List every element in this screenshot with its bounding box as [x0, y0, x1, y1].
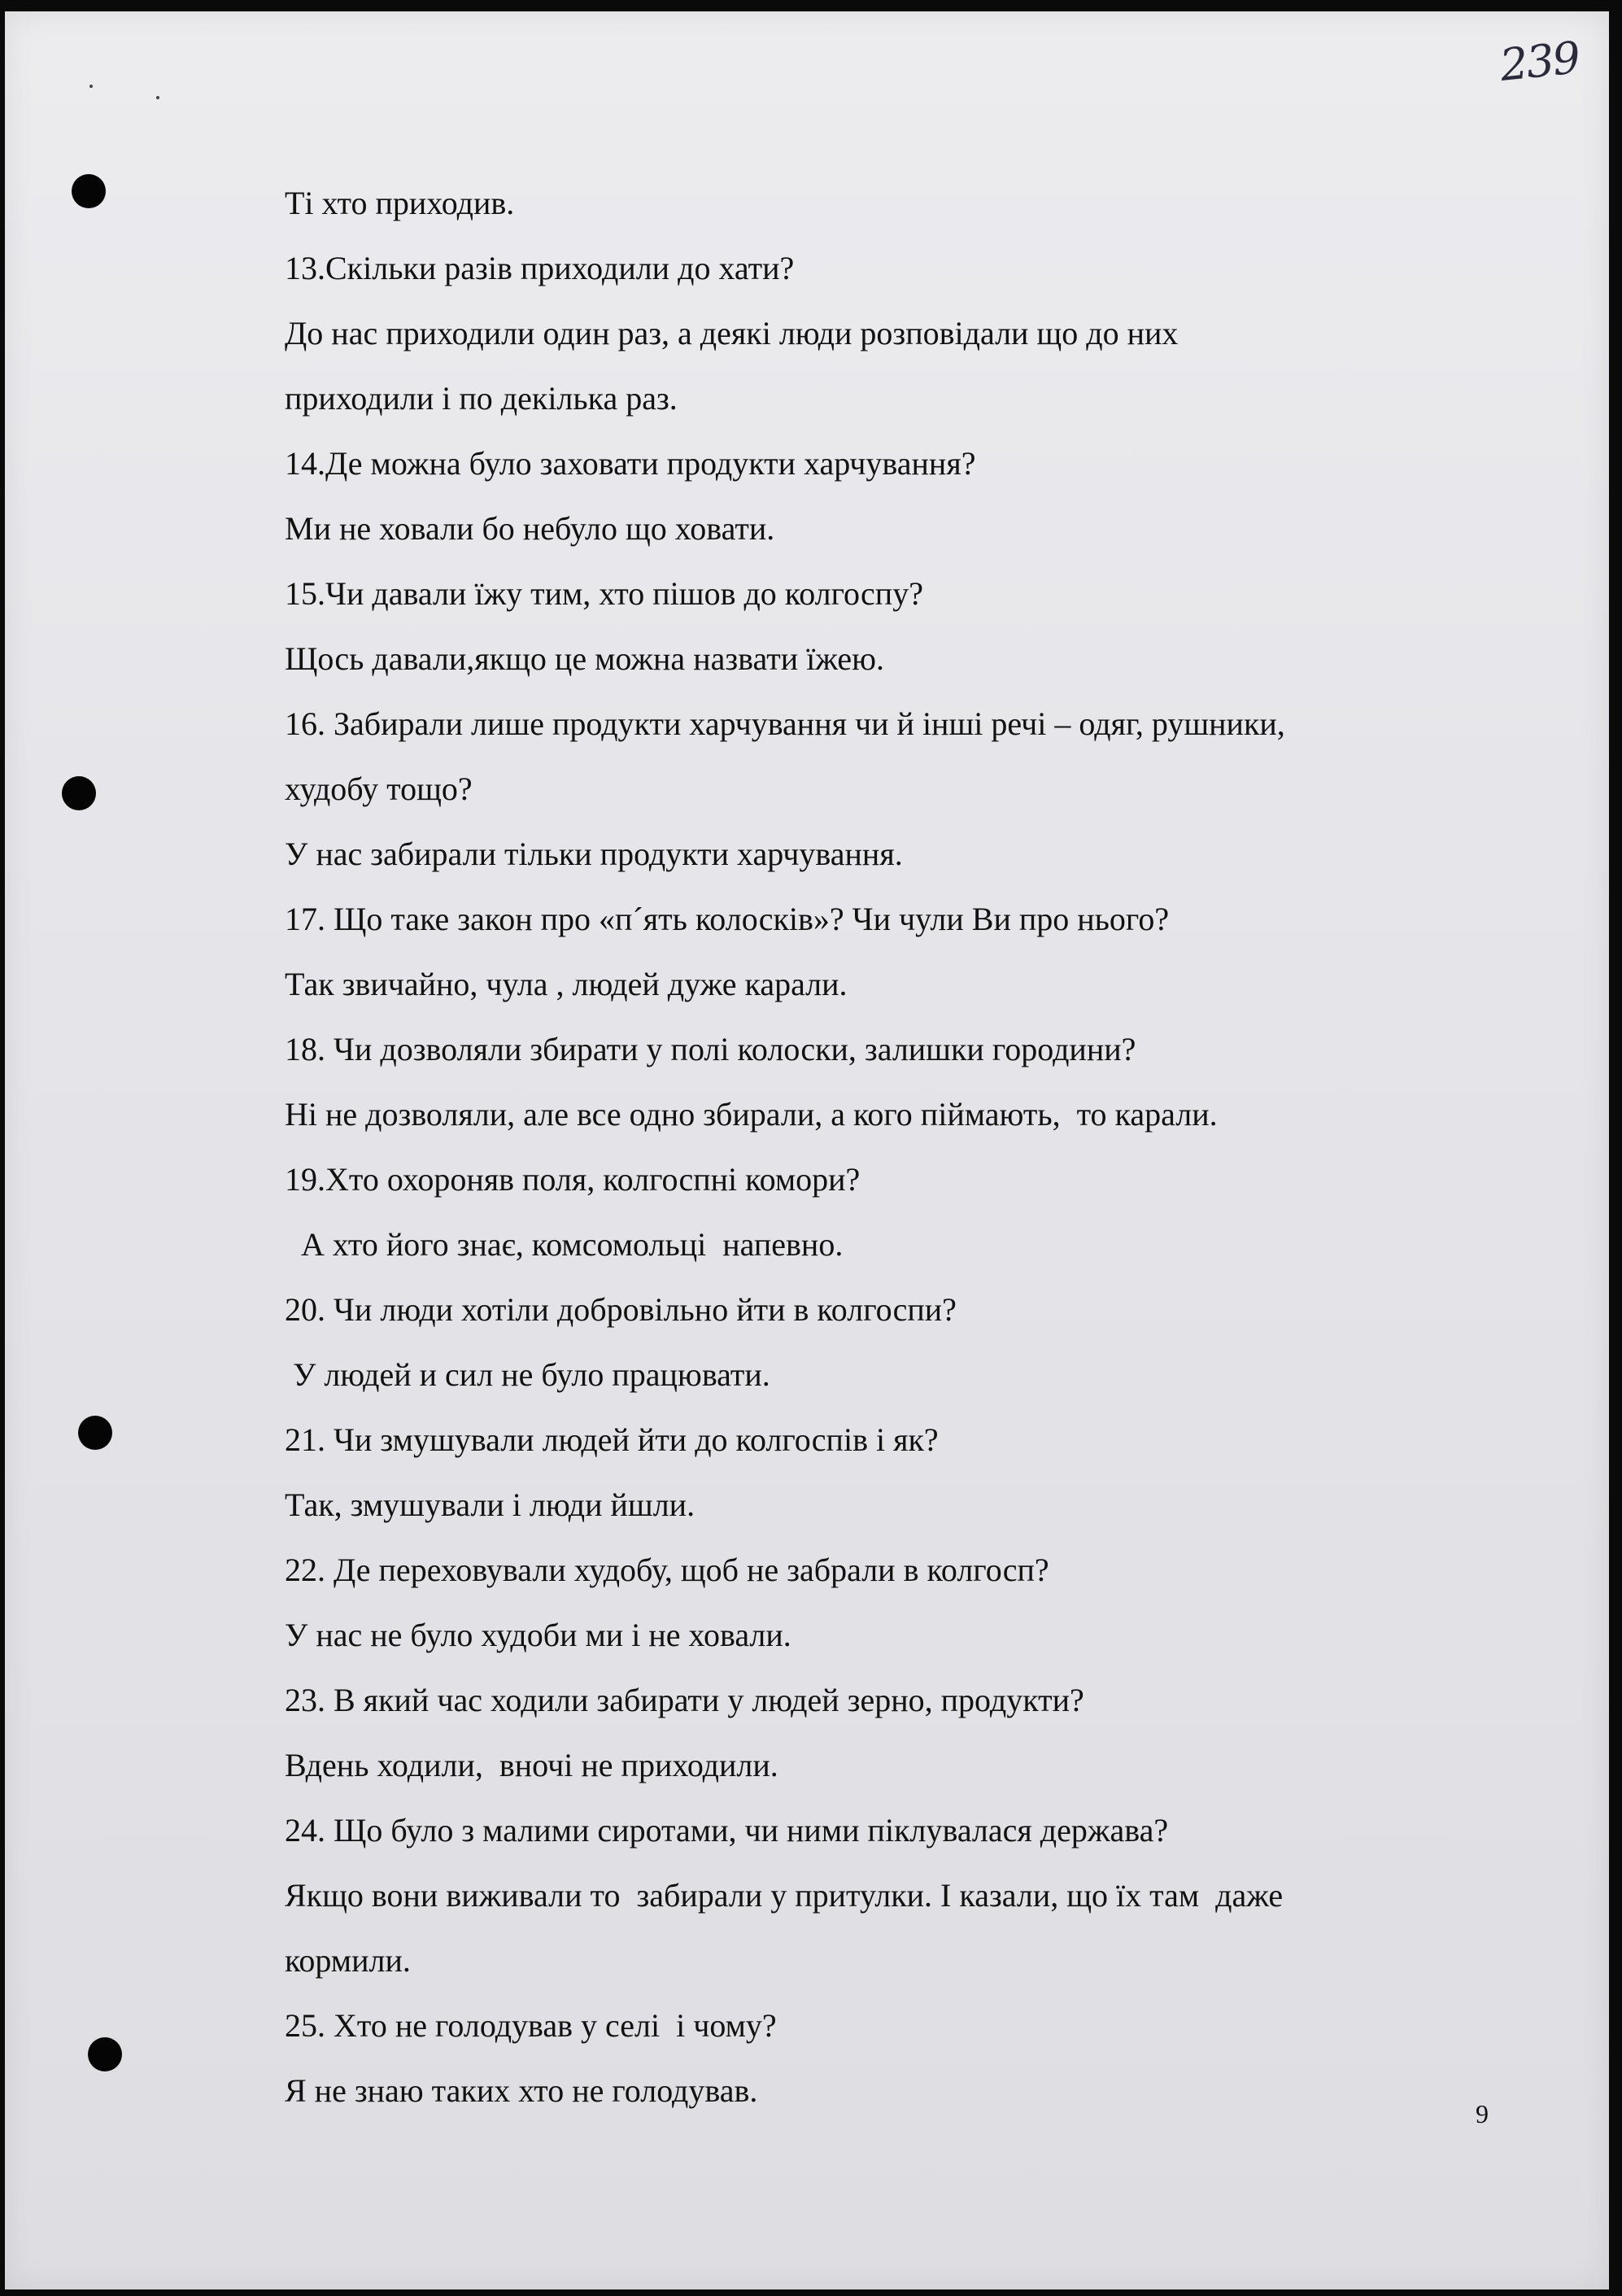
punch-hole — [62, 776, 96, 810]
punch-hole — [78, 1416, 112, 1450]
answer-line: Так, змушували і люди йшли. — [285, 1486, 695, 1523]
question-line: 18. Чи дозволяли збирати у полі колоски, залишки городини? — [285, 1031, 1136, 1067]
answer-line: Ні не дозволяли, але все одно збирали, а кого піймають, то карали. — [285, 1096, 1218, 1133]
answer-line: Ми не ховали бо небуло що ховати. — [285, 510, 775, 547]
archive-page-number: 239 — [1497, 32, 1582, 91]
question-line: 19.Хто охороняв поля, колгоспні комори? — [285, 1161, 861, 1198]
answer-line: У нас не було худоби ми і не ховали. — [285, 1617, 791, 1653]
question-line: 13.Скільки разів приходили до хати? — [285, 250, 795, 286]
question-line: 20. Чи люди хотіли добровільно йти в колгоспи? — [285, 1291, 957, 1328]
answer-line: Так звичайно, чула , людей дуже карали. — [285, 966, 848, 1002]
answer-line: У людей и сил не було працювати. — [285, 1356, 770, 1393]
scan-speck — [89, 85, 93, 88]
question-line: 25. Хто не голодував у селі і чому? — [285, 2007, 777, 2044]
answer-line: Щось давали,якщо це можна назвати їжею. — [285, 640, 884, 677]
answer-line: До нас приходили один раз, а деякі люди розповідали що до них — [285, 315, 1179, 351]
question-line: 14.Де можна було заховати продукти харчування? — [285, 445, 976, 482]
document-page — [5, 11, 1609, 2289]
question-line: 24. Що було з малими сиротами, чи ними піклувалася держава? — [285, 1812, 1169, 1849]
scan-speck — [156, 96, 159, 99]
text-line: Ті хто приходив. — [285, 185, 515, 221]
punch-hole — [88, 2037, 122, 2071]
answer-line: приходили і по декілька раз. — [285, 380, 678, 417]
answer-line: Якщо вони виживали то забирали у притулки. І казали, що їх там даже — [285, 1877, 1284, 1914]
question-line: 17. Що таке закон про «п´ять колосків»? Чи чули Ви про нього? — [285, 901, 1170, 937]
question-line: худобу тощо? — [285, 770, 473, 807]
answer-line: кормили. — [285, 1942, 411, 1979]
page-number: 9 — [1476, 2099, 1489, 2128]
punch-hole — [72, 174, 106, 208]
question-line: 22. Де переховували худобу, щоб не забрали в колгосп? — [285, 1552, 1049, 1588]
question-line: 21. Чи змушували людей йти до колгоспів і як? — [285, 1421, 939, 1458]
question-line: 15.Чи давали їжу тим, хто пішов до колгоспу? — [285, 575, 923, 612]
answer-line: Вдень ходили, вночі не приходили. — [285, 1747, 778, 1783]
answer-line: Я не знаю таких хто не голодував. — [285, 2072, 758, 2109]
question-line: 23. В який час ходили забирати у людей зерно, продукти? — [285, 1682, 1084, 1718]
answer-line: У нас забирали тільки продукти харчування. — [285, 836, 903, 872]
answer-line: А хто його знає, комсомольці напевно. — [285, 1226, 844, 1263]
document-text — [285, 171, 1521, 2124]
question-line: 16. Забирали лише продукти харчування чи й інші речі – одяг, рушники, — [285, 705, 1285, 742]
